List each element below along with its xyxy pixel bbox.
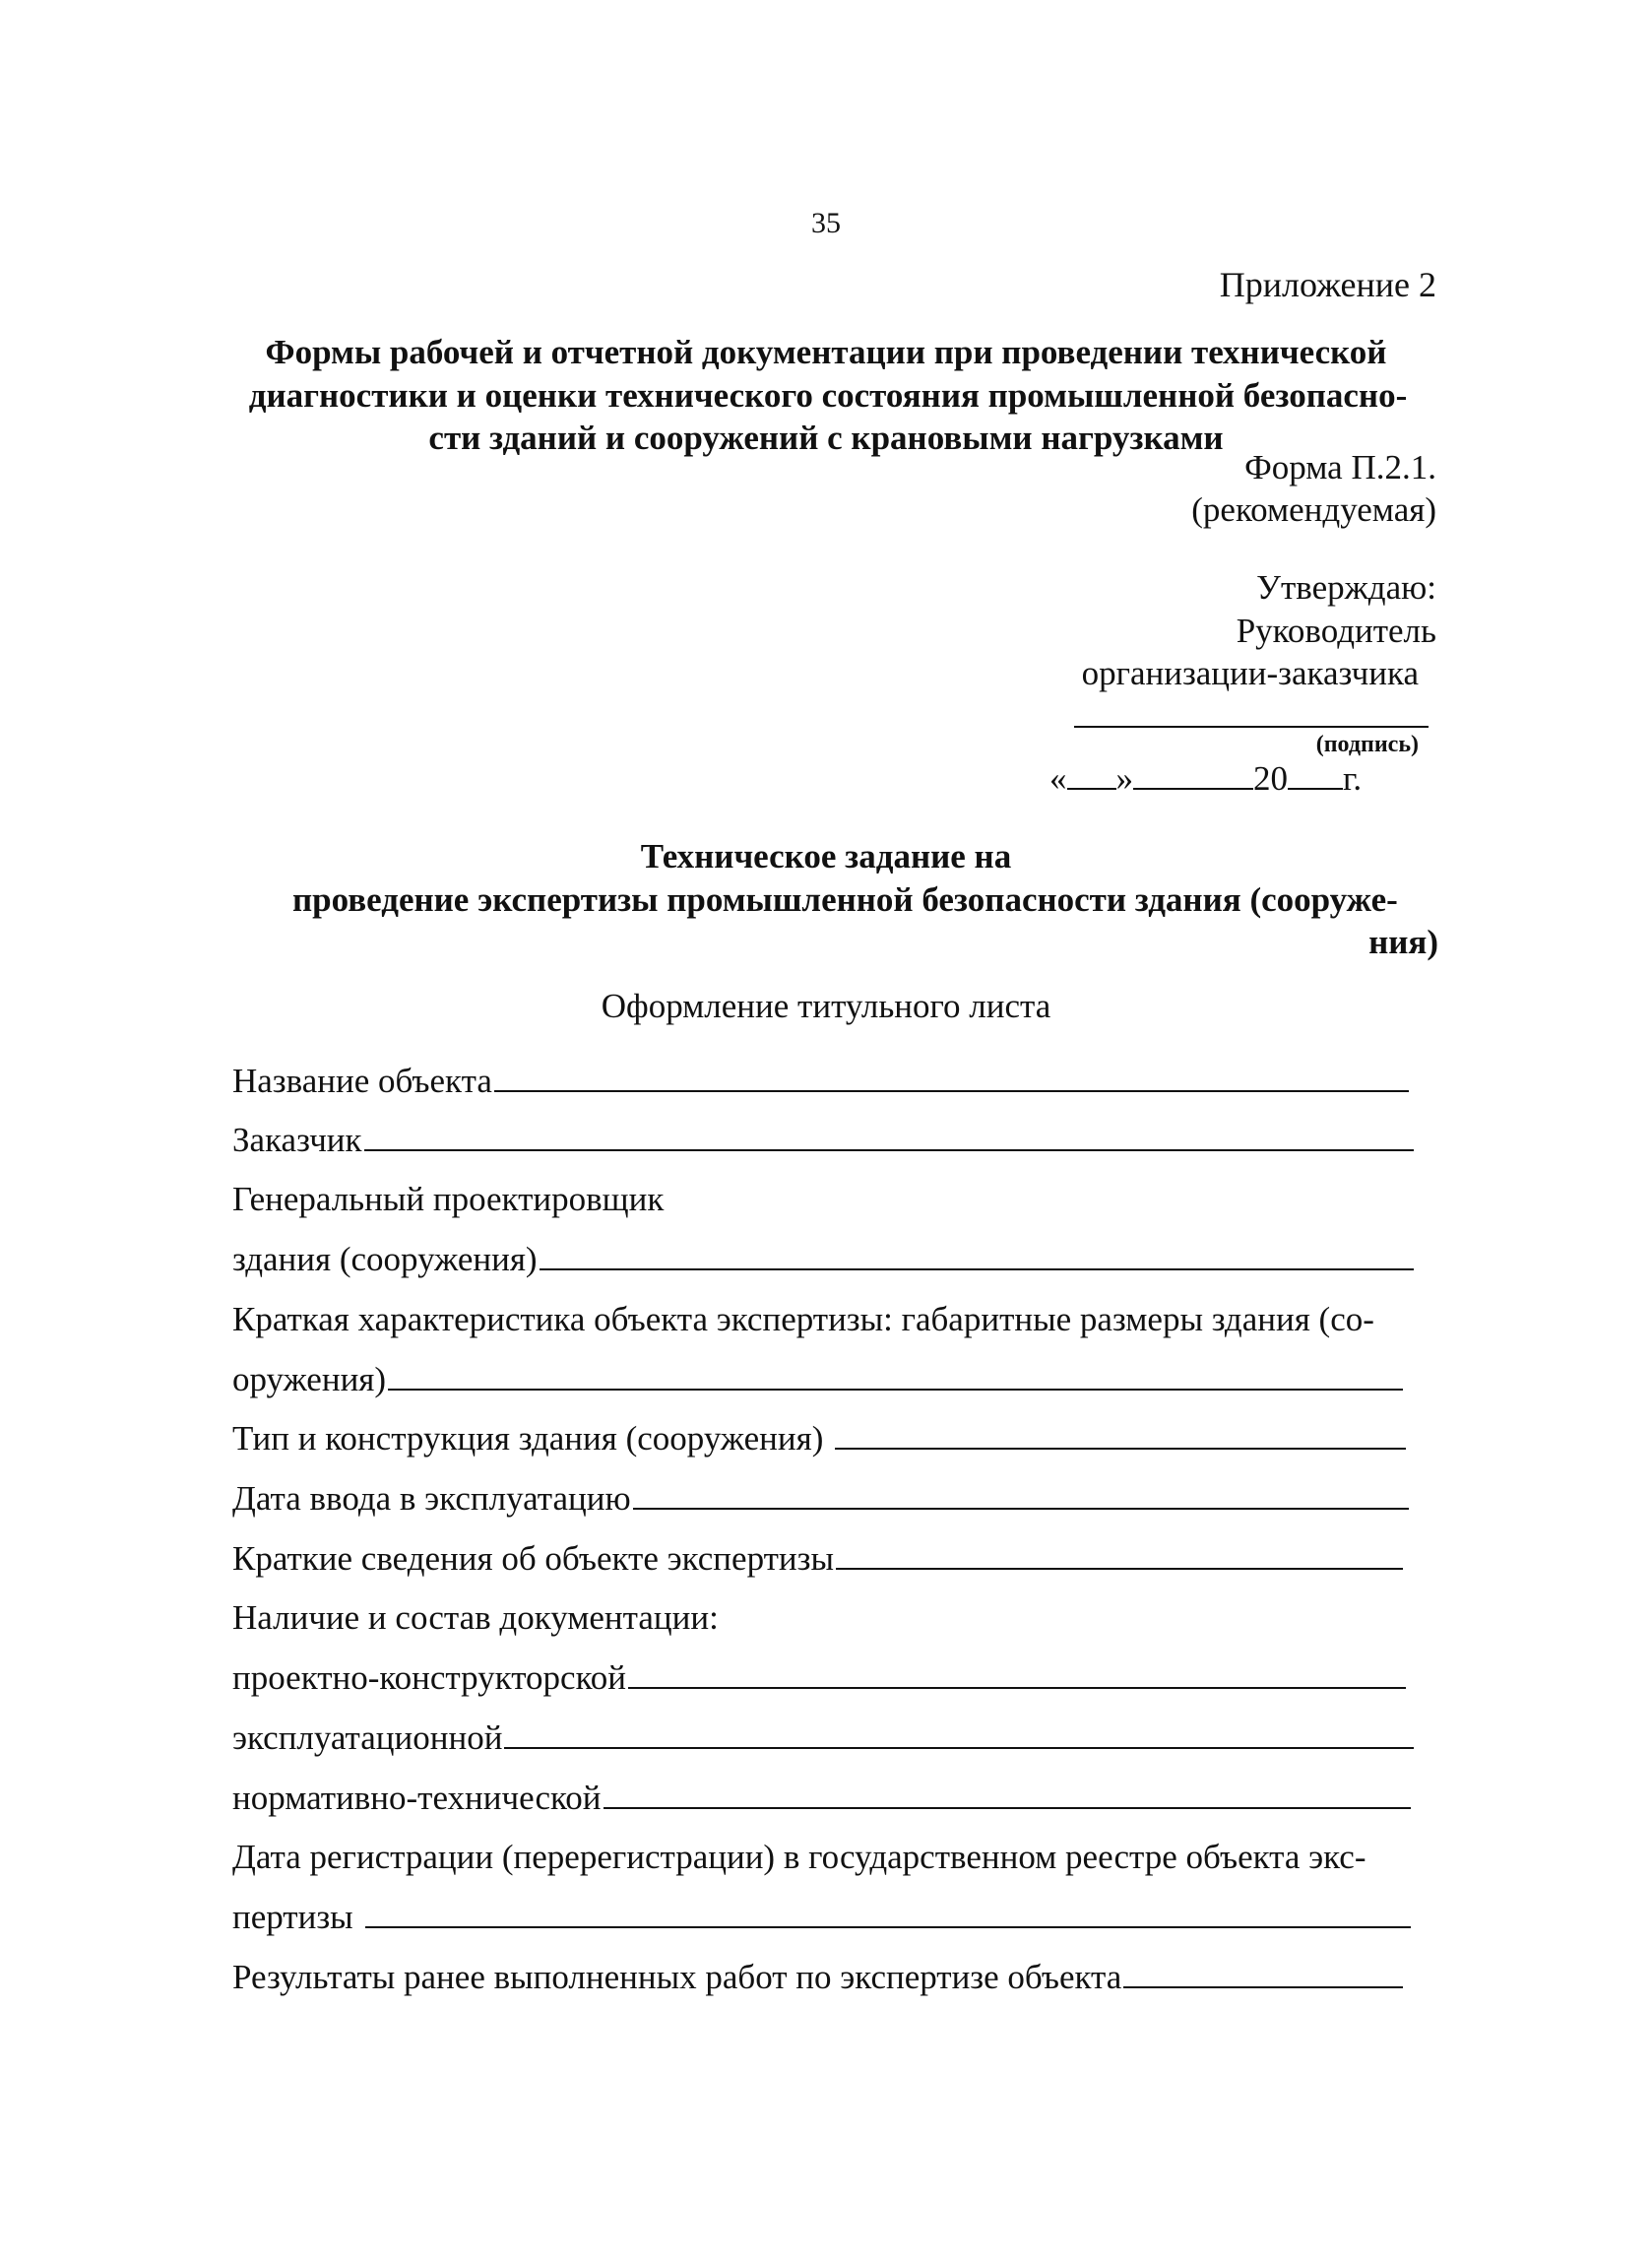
date-open-quote: « [1049, 759, 1067, 798]
field-design-docs-label: проектно-конструкторской [232, 1658, 627, 1697]
field-design-docs [232, 1658, 1406, 1698]
field-operational-docs [232, 1718, 1414, 1758]
heading-line-3: сти зданий и сооружений с крановыми нагрузками [428, 419, 1224, 457]
field-general-designer-label: Генеральный проектировщик [232, 1180, 665, 1218]
field-brief-characteristic-cont-label: оружения) [232, 1360, 387, 1398]
page-number: 35 [811, 207, 841, 239]
field-brief-info-label: Краткие сведения об объекте экспертизы [232, 1539, 834, 1578]
field-type-construction [232, 1419, 1406, 1458]
field-brief-characteristic-input[interactable] [388, 1388, 1403, 1391]
field-customer-label: Заказчик [232, 1121, 362, 1159]
field-brief-characteristic-label: Краткая характеристика объекта экспертизы: габаритные размеры здания (со- [232, 1300, 1374, 1338]
field-object-name-input[interactable] [494, 1089, 1409, 1092]
field-regulatory-docs [232, 1779, 1411, 1818]
approval-line-1: Утверждаю: [1256, 568, 1436, 607]
field-brief-info-input[interactable] [836, 1567, 1403, 1570]
field-type-construction-label: Тип и конструкция здания (сооружения) [232, 1419, 824, 1458]
signature-line[interactable] [1074, 726, 1429, 728]
field-object-name-label: Название объекта [232, 1062, 492, 1100]
title-line-1: Техническое задание на [640, 837, 1012, 875]
date-day-blank[interactable] [1067, 758, 1116, 790]
field-brief-info [232, 1539, 1403, 1579]
approval-date [1049, 758, 1362, 799]
form-status: (рекомендуемая) [1191, 490, 1436, 529]
field-type-construction-input[interactable] [835, 1447, 1406, 1450]
field-regulatory-docs-label: нормативно-технической [232, 1779, 602, 1817]
date-suffix: г. [1343, 759, 1363, 798]
field-building-label: здания (сооружения) [232, 1240, 538, 1278]
field-brief-characteristic [232, 1360, 1403, 1399]
date-month-blank[interactable] [1133, 758, 1253, 790]
form-number: Форма П.2.1. [1244, 448, 1436, 486]
field-building-input[interactable] [540, 1267, 1414, 1270]
title-line-2: проведение экспертизы промышленной безопасности здания (сооруже- [292, 880, 1398, 919]
field-documentation-label: Наличие и состав документации: [232, 1598, 719, 1637]
date-year-blank[interactable] [1288, 758, 1343, 790]
field-commissioning-date-input[interactable] [633, 1507, 1409, 1510]
field-commissioning-date-label: Дата ввода в эксплуатацию [232, 1479, 631, 1518]
title-line-3: ния) [1368, 923, 1438, 961]
approval-line-3: организации-заказчика [1081, 654, 1419, 692]
date-year-prefix: 20 [1253, 759, 1288, 798]
field-previous-results-input[interactable] [1123, 1985, 1403, 1988]
field-previous-results-label: Результаты ранее выполненных работ по экспертизе объекта [232, 1958, 1122, 1996]
approval-line-2: Руководитель [1236, 612, 1436, 650]
field-registration-date-label: Дата регистрации (перерегистрации) в государственном реестре объекта экс- [232, 1838, 1366, 1876]
heading-line-1: Формы рабочей и отчетной документации при проведении технической [265, 333, 1387, 371]
field-operational-docs-label: эксплуатационной [232, 1718, 503, 1757]
date-close-quote: » [1115, 759, 1133, 798]
signature-caption: (подпись) [1315, 732, 1419, 757]
field-registration-date-input[interactable] [365, 1925, 1411, 1928]
field-previous-results [232, 1958, 1403, 1997]
field-regulatory-docs-input[interactable] [604, 1806, 1411, 1809]
field-operational-docs-input[interactable] [504, 1746, 1414, 1749]
field-customer [232, 1121, 1414, 1160]
subtitle: Оформление титульного листа [601, 987, 1051, 1025]
field-object-name [232, 1062, 1409, 1101]
field-design-docs-input[interactable] [628, 1686, 1406, 1689]
field-registration-date [232, 1898, 1411, 1937]
heading-line-2: диагностики и оценки технического состояния промышленной безопасно- [248, 376, 1408, 415]
field-building [232, 1240, 1414, 1279]
field-commissioning-date [232, 1479, 1409, 1519]
field-registration-date-cont-label: пертизы [232, 1898, 353, 1936]
appendix-label: Приложение 2 [1219, 265, 1436, 304]
field-customer-input[interactable] [364, 1148, 1414, 1151]
